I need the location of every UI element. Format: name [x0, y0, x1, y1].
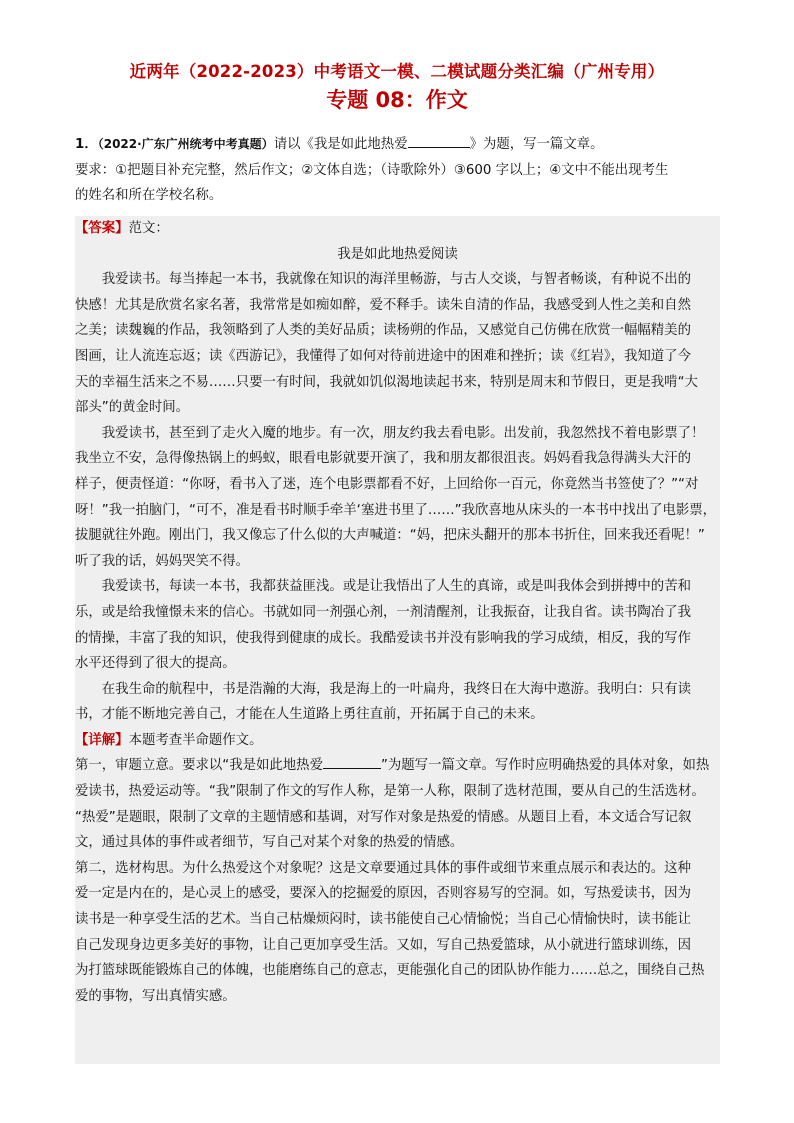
question-source: （2022·广东广州统考中考真题） [97, 137, 274, 151]
essay-paragraph-4: 在我生命的航程中，书是浩瀚的大海，我是海上的一叶扁舟，我终日在大海中遨游。我明白：只有读 书，才能不断地完善自己，才能在人生道路上勇往直前，开拓属于自己的未来。 [75, 681, 691, 723]
essay-paragraph-2: 我爱读书，甚至到了走火入魔的地步。有一次，朋友约我去看电影。出发前，我忽然找不着电影票了！ 我坐立不安，急得像热锅上的蚂蚁，眼看电影就要开演了，我和朋友都很沮丧。妈妈看我急得满头大汗的 样子，便责怪道：“你呀，看书入了迷，连个电影票都看不好，上回给你一百元，你竟然当书签使了？”“对 呀！”我一拍脑门，“可不，准是看书时顺手牵羊‘塞进书里了……”我欣喜地从床头的一本书中找出了电影票， 拔腿就往外跑。刚出门，我又像忘了什么似的大声喊道：“妈，把床头翻开的那本书折住，回来我还看呢！” 听了我的话，妈妈哭笑不得。 [75, 425, 717, 569]
essay-paragraph-1: 我爱读书。每当捧起一本书，我就像在知识的海洋里畅游，与古人交谈，与智者畅谈，有种说不出的 快感！尤其是欣赏名家名著，我常常是如痴如醉，爱不释手。读朱自清的作品，我感受到人性之美和自然 之美；读魏巍的作品，我领略到了人类的美好品质；读杨朔的作品，又感觉自己仿佛在欣赏一幅幅精美的 图画，让人流连忘返；读《西游记》，我懂得了如何对待前进途中的困难和挫折；读《红岩》，我知道了今 天的幸福生活来之不易……只要一有时间，我就如饥似渴地读起书来，特别是周末和节假日，更是我啃“大 部头”的黄金时间。 [75, 272, 698, 416]
detail-label-line: 【详解】本题考查半命题作文。 [75, 732, 263, 748]
answer-label-line: 【答案】范文： [75, 221, 169, 236]
detail-label: 【详解】 [75, 732, 129, 748]
document-title: 近两年（2022-2023）中考语文一模、二模试题分类汇编（广州专用） [129, 62, 665, 81]
answer-label: 【答案】 [75, 221, 129, 236]
detail-paragraph-2: 第二，选材构思。为什么热爱这个对象呢？这是文章要通过具体的事件或细节来重点展示和表达的。这种 爱一定是内在的，是心灵上的感受，要深入的挖掘爱的原因，否则容易写的空洞。如，写热爱读书，因为 读书是一种享受生活的艺术。当自己枯燥烦闷时，读书能使自己心情愉悦；当自己心情愉快时，读书能让 自己发现身边更多美好的事物，让自己更加享受生活。又如，写自己热爱篮球，从小就进行篮球训练，因 为打篮球既能锻炼自己的体魄，也能磨练自己的意志，更能强化自己的团队协作能力……总之，围绕自己热 爱的事物，写出真情实感。 [75, 860, 705, 1004]
topic-title: 专题 08：作文 [326, 88, 468, 112]
detail-paragraph-1: 第一，审题立意。要求以“我是如此地热爱 ”为题写一篇文章。写作时应明确热爱的具体对象，如热 爱读书，热爱运动等。“我”限制了作文的写作人称，是第一人称，限制了选材范围，要从自己的生活选材。 “热爱”是题眼，限制了文章的主题情感和基调，对写作对象是热爱的情感。从题目上看，本文适合写记叙 文，通过具体的事件或者细节，写自己对某个对象的热爱的情感。 [75, 753, 720, 855]
answer-block [75, 216, 720, 1009]
essay-title: 我是如此地热爱阅读 [337, 246, 458, 262]
title-blank-2 [323, 755, 381, 769]
question-prompt: 1．（2022·广东广州统考中考真题）请以《我是如此地热爱 》为题，写一篇文章。 [75, 132, 720, 158]
question-number: 1． [75, 137, 98, 152]
question-requirements-cont: 的姓名和所在学校名称。 [75, 188, 223, 204]
question-requirements: 要求：①把题目补充完整，然后作文；②文体自选；（诗歌除外）③600 字以上；④文中不能出现考生 [75, 162, 669, 178]
essay-paragraph-3: 我爱读书，每读一本书，我都获益匪浅。或是让我悟出了人生的真谛，或是叫我体会到拼搏中的苦和 乐，或是给我憧憬未来的信心。书就如同一剂强心剂，一剂清醒剂，让我振奋，让我自省。读书陶冶了我 的情操，丰富了我的知识，使我得到健康的成长。我酷爱读书并没有影响我的学习成绩，相反，我的写作 水平还得到了很大的提高。 [75, 579, 691, 672]
title-blank [408, 134, 470, 148]
question-block [75, 132, 720, 209]
